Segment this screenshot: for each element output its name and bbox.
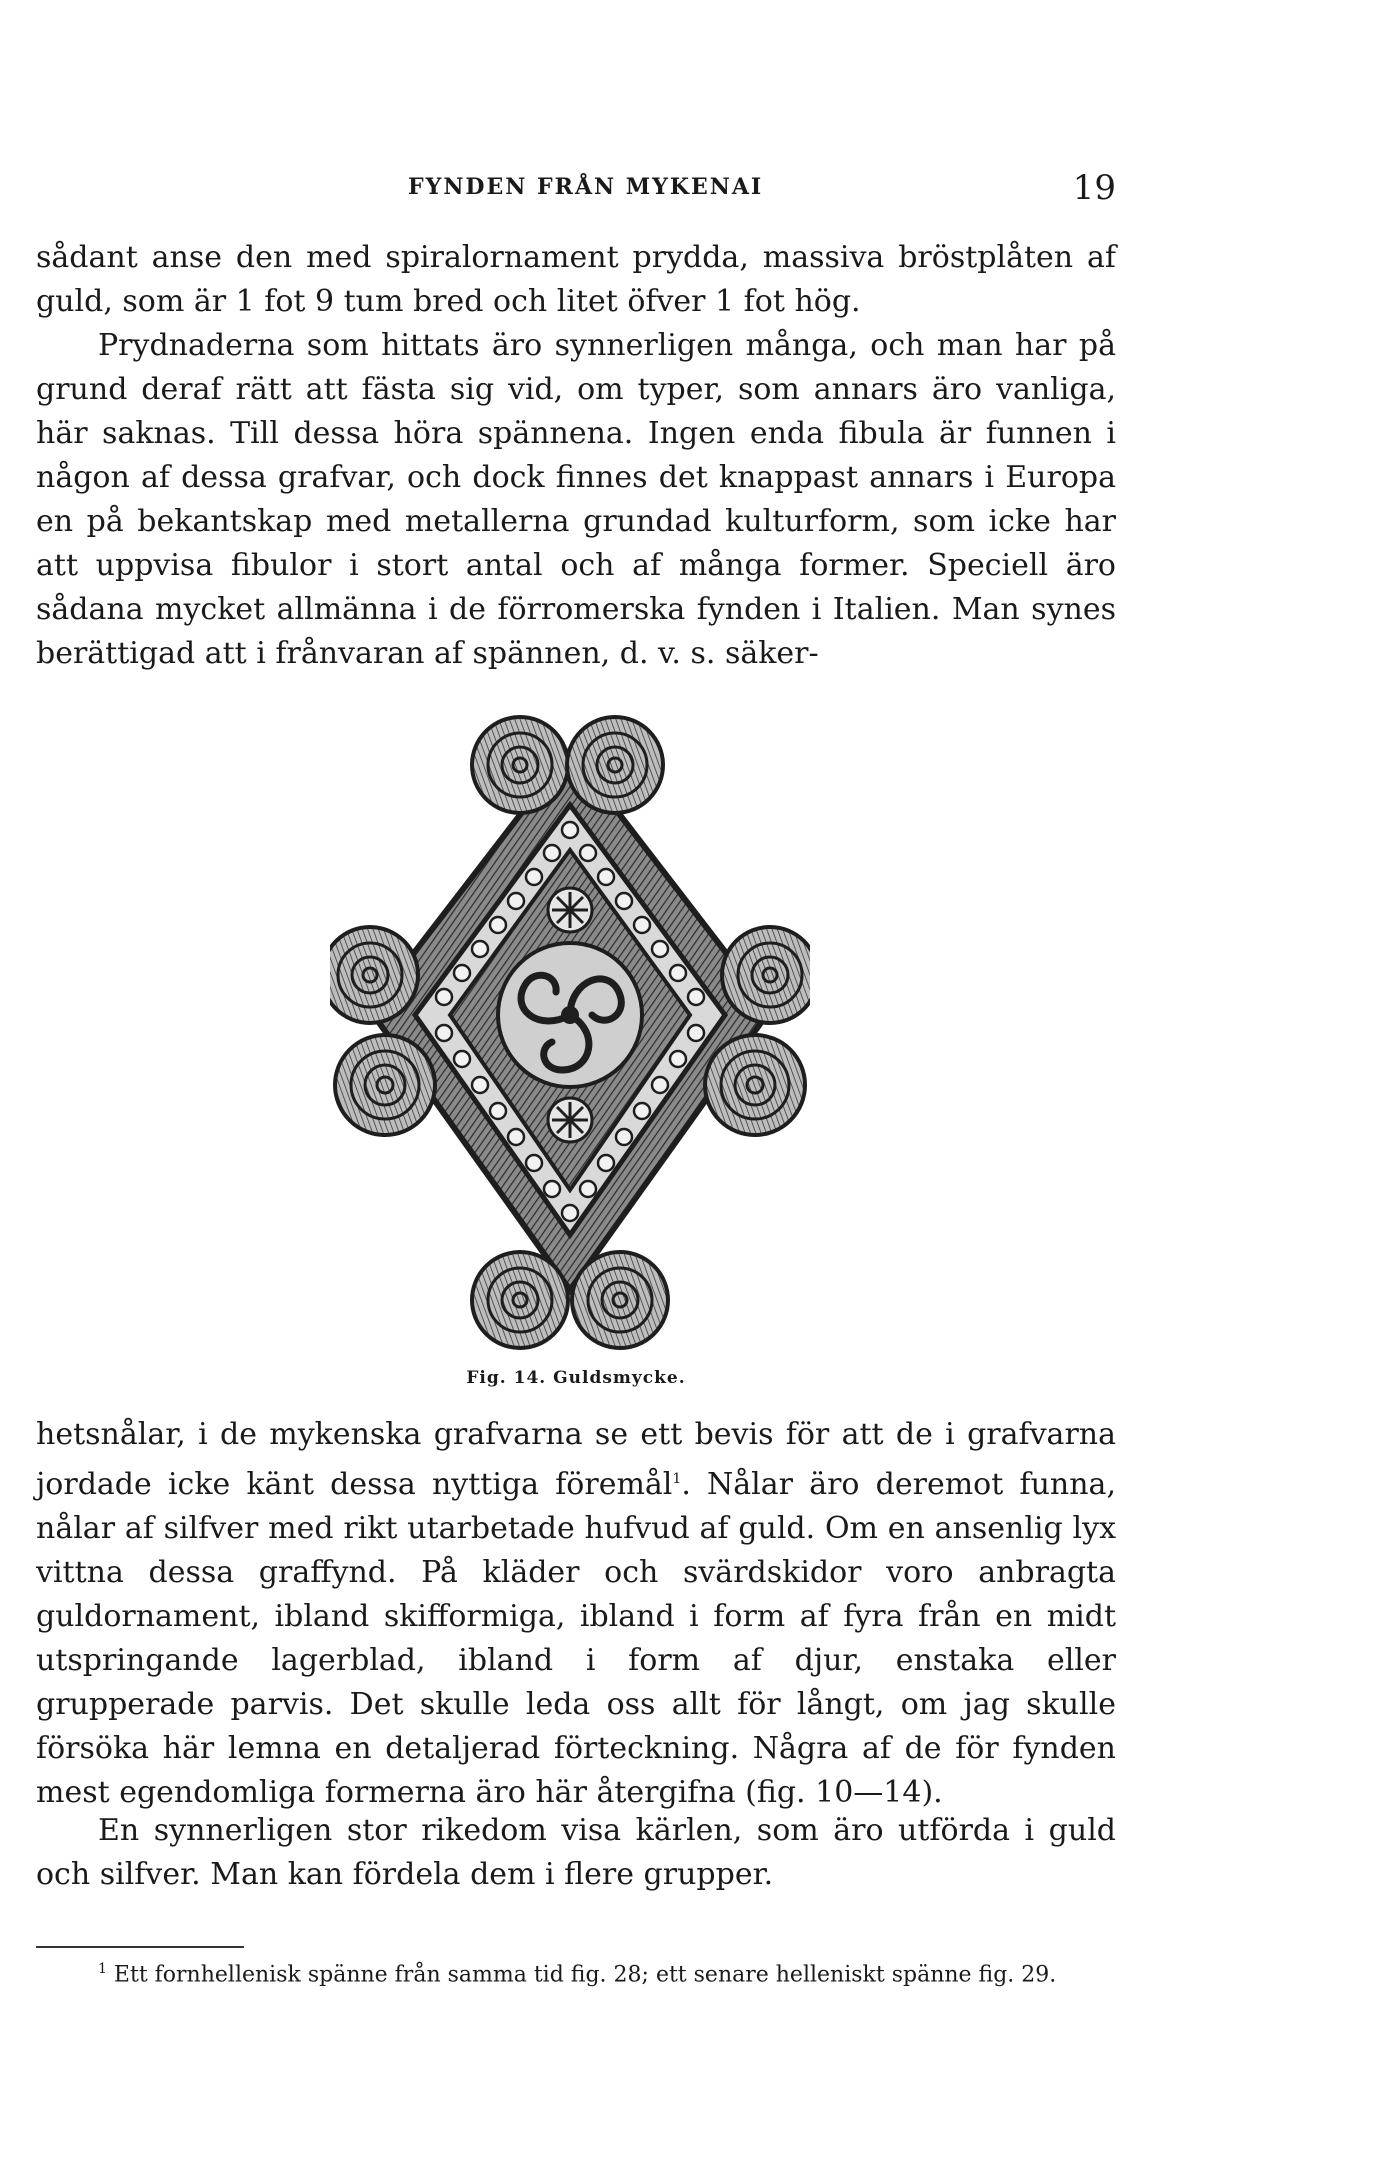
page-header bbox=[36, 168, 1116, 212]
footnote-rule bbox=[36, 1946, 244, 1948]
paragraph-3 bbox=[36, 1413, 1116, 1815]
footnote bbox=[36, 1952, 1116, 1992]
figure-gold-ornament bbox=[330, 710, 810, 1350]
paragraph-1: sådant anse den med spiralornament prydda, massiva bröstplåten af guld, som är 1 fot 9 tum bred och litet öfver 1 fot hög. bbox=[36, 240, 1116, 319]
running-head: FYNDEN FRÅN MYKENAI bbox=[408, 174, 764, 200]
gold-ornament-illustration bbox=[330, 710, 810, 1350]
page-number: 19 bbox=[1072, 168, 1116, 208]
figure-caption: Fig. 14. Guldsmycke. bbox=[466, 1368, 686, 1388]
paragraph-3-text-b: . Nålar äro deremot funna, nålar af silfver med rikt utarbetade hufvud af guld. Om en ansenlig lyx vittna dessa graffynd. På kläder och svärdskidor voro anbragta guldornament, ibland skifformiga, ibland i form af fyra från en midt utspringande lagerblad, ibland i form af djur, enstaka eller grupperade parvis. Det skulle leda oss allt för långt, om jag skulle försöka här lemna en detaljerad förteckning. Några af de för fynden mest egendomliga formerna äro här återgifna (fig. 10—14). bbox=[36, 1467, 1116, 1810]
paragraph-4: En synnerligen stor rikedom visa kärlen, som äro utförda i guld och silfver. Man kan fördela dem i flere grupper. bbox=[36, 1813, 1116, 1892]
footnote-reference: 1 bbox=[672, 1471, 682, 1487]
paragraph-3-text-a: hetsnålar, i de mykenska grafvarna se ett bevis för att de i grafvarna jordade icke känt dessa nyttiga föremål bbox=[36, 1417, 1116, 1502]
footnote-text: Ett fornhellenisk spänne från samma tid fig. 28; ett senare helleniskt spänne fig. 29. bbox=[113, 1962, 1057, 1988]
footnote-mark: 1 bbox=[98, 1961, 107, 1977]
paragraph-2: Prydnaderna som hittats äro synnerligen många, och man har på grund deraf rätt att fästa sig vid, om typer, som annars äro vanliga, här saknas. Till dessa höra spännena. Ingen enda fibula är funnen i någon af dessa grafvar, och dock finnes det knappast annars i Europa en på bekantskap med metallerna grundad kulturform, som icke har att uppvisa fibulor i stort antal och af många former. Speciell äro sådana mycket allmänna i de förromerska fynden i Italien. Man synes berättigad att i frånvaran af spännen, d. v. s. säker- bbox=[36, 328, 1116, 671]
